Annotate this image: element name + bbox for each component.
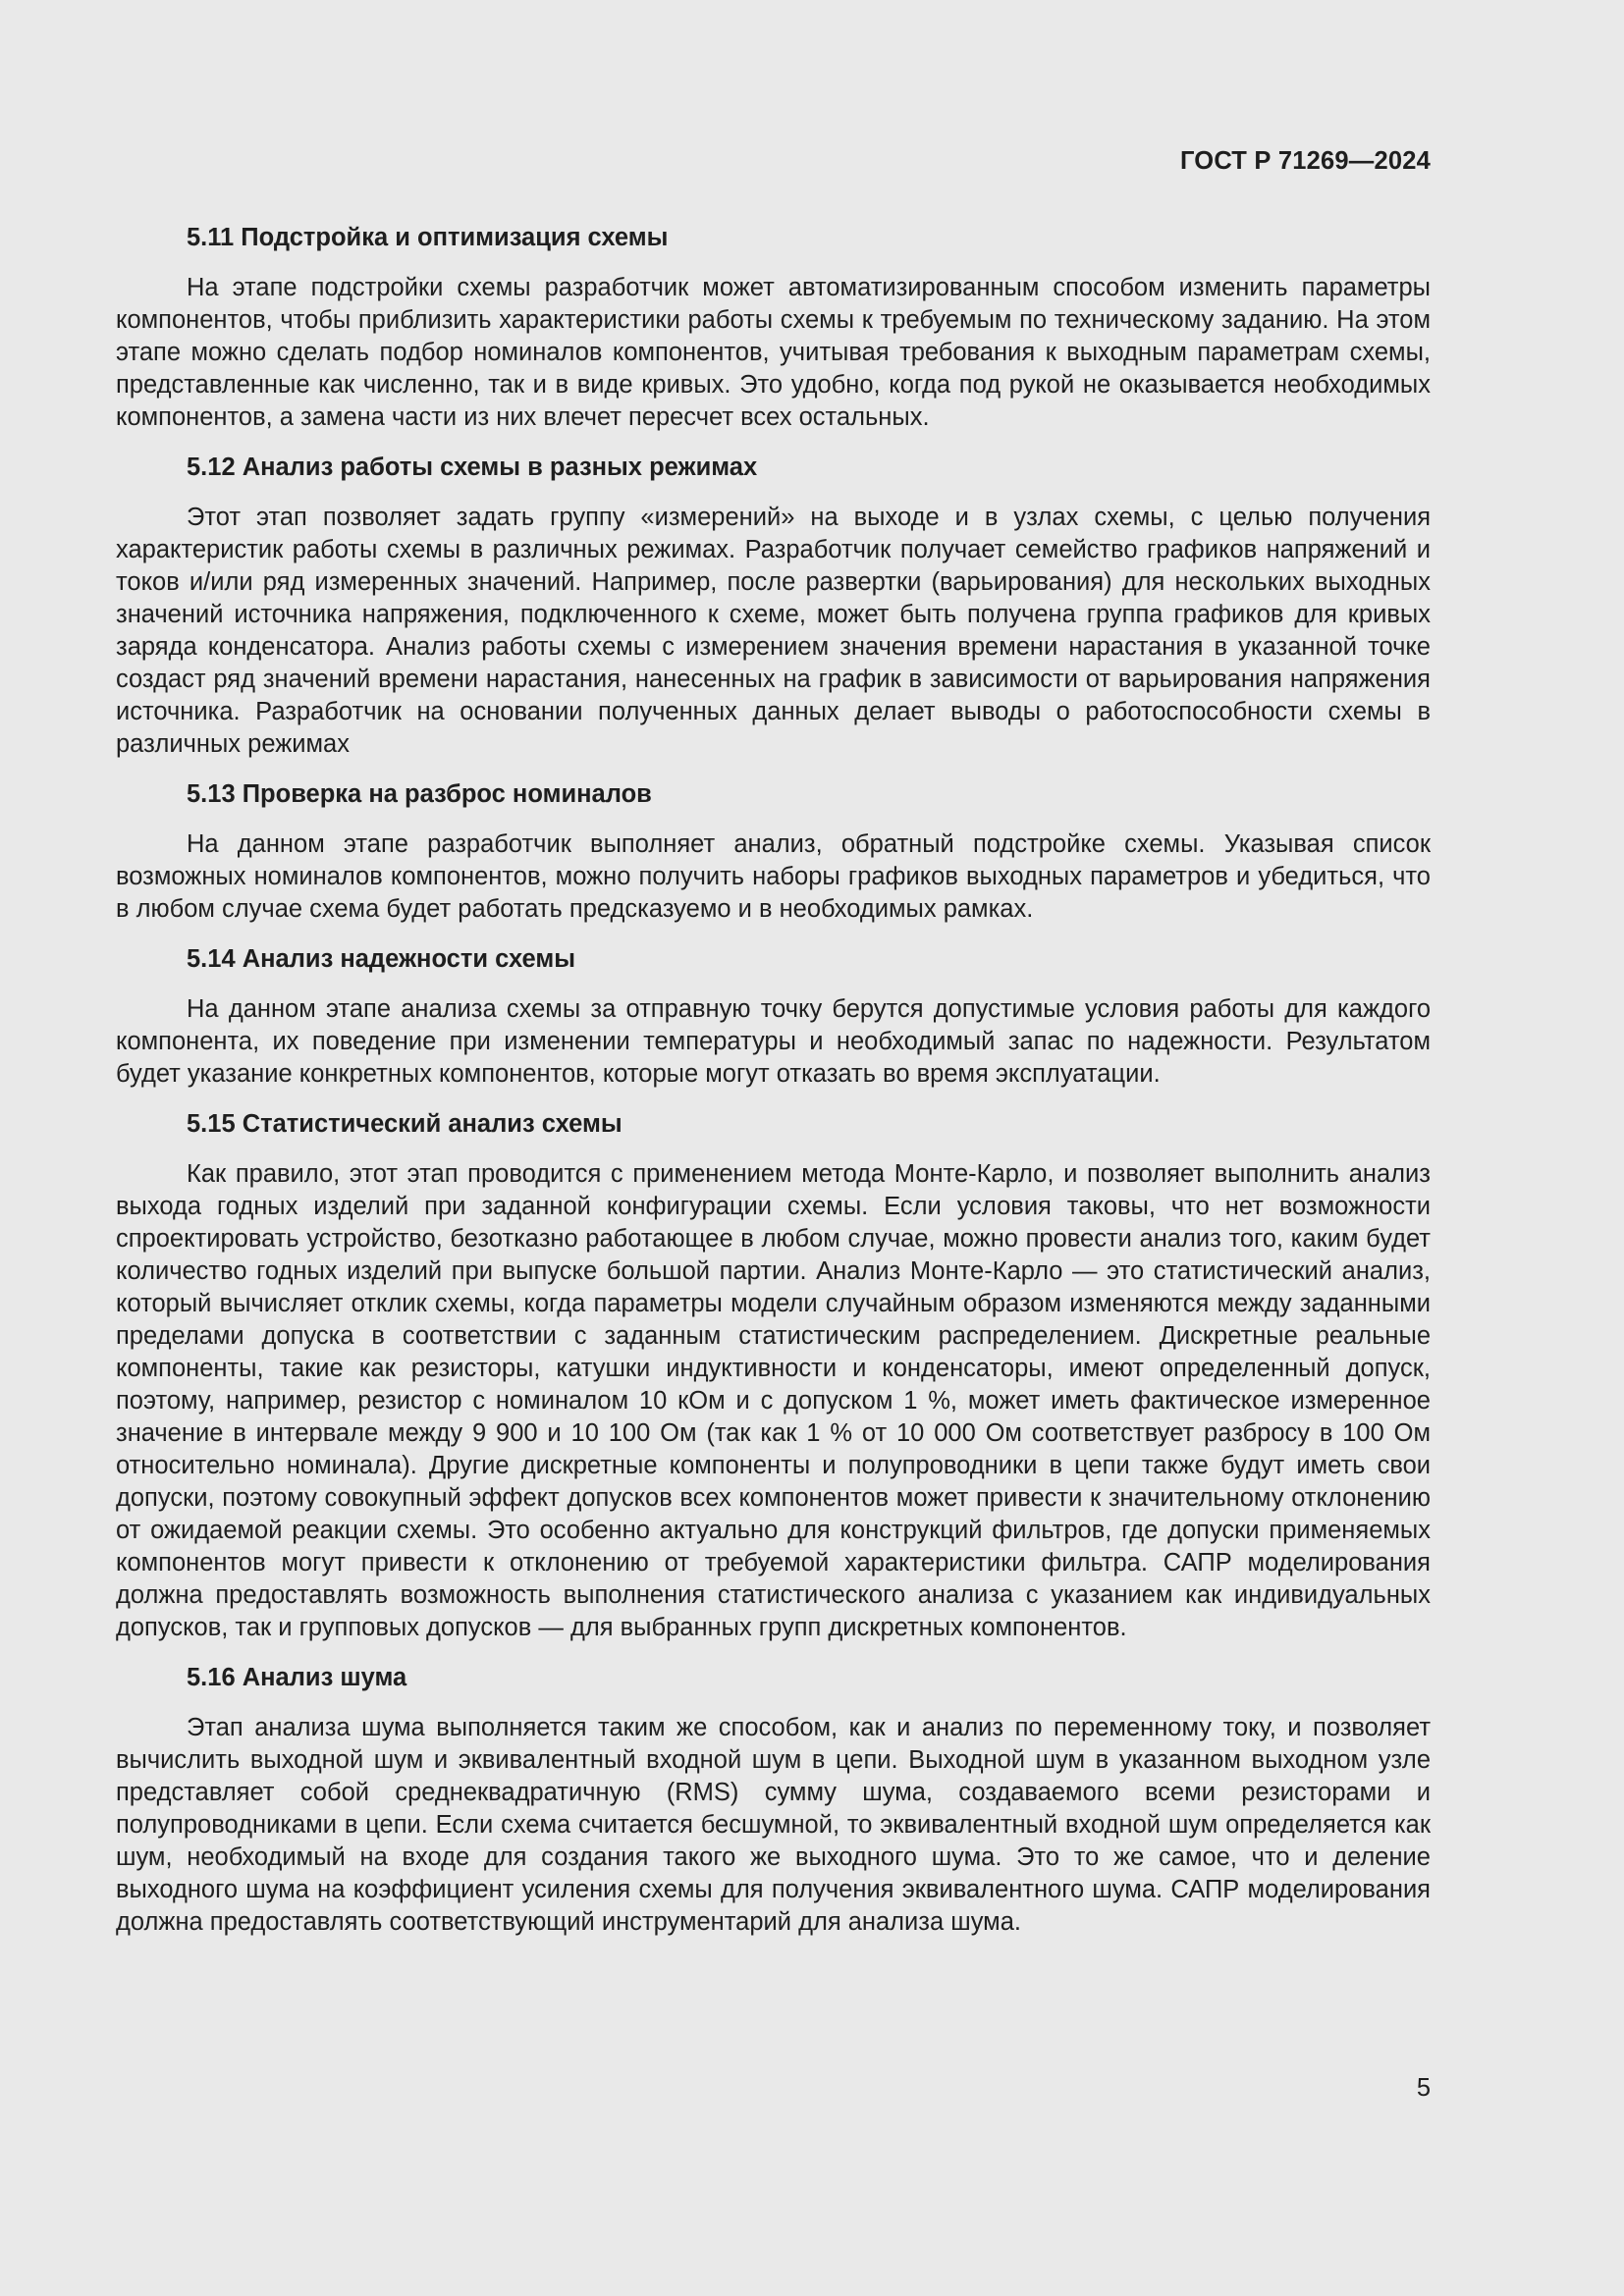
section-paragraph: На данном этапе разработчик выполняет анализ, обратный подстройке схемы. Указывая список возможных номиналов компонентов, можно получить наборы графиков выходных параметров и убедиться, что в любом случае схема будет работать предсказуемо и в необходимых рамках. — [116, 830, 1431, 923]
section-paragraph: Как правило, этот этап проводится с применением метода Монте-Карло, и позволяет выполнить анализ выхода годных изделий при заданной конфигурации схемы. Если условия таковы, что нет возможности спроектировать устройство, безотказно работающее в любом случае, можно провести анализ того, каким будет количество годных изделий при выпуске большой партии. Анализ Монте-Карло — это статистический анализ, который вычисляет отклик схемы, когда параметры модели случайным образом изменяются между заданными пределами допуска в соответствии с заданным статистическим распределением. Дискретные реальные компоненты, такие как резисторы, катушки индуктивности и конденсаторы, имеют определенный допуск, поэтому, например, резистор с номиналом 10 кОм и с допуском 1 %, может иметь фактическое измеренное значение в интервале между 9 900 и 10 100 Ом (так как 1 % от 10 000 Ом соответствует разбросу в 100 Ом относительно номинала). Другие дискретные компоненты и полупроводники в цепи также будут иметь свои допуски, поэтому совокупный эффект допусков всех компонентов может привести к значительному отклонению от ожидаемой реакции схемы. Это особенно актуально для конструкций фильтров, где допуски применяемых компонентов могут привести к отклонению от требуемой характеристики фильтра. САПР моделирования должна предоставлять возможность выполнения статистического анализа с указанием как индивидуальных допусков, так и групповых допусков — для выбранных групп дискретных компонентов. — [116, 1160, 1431, 1641]
section-heading: 5.15 Статистический анализ схемы — [187, 1110, 623, 1138]
section-5-15 — [116, 1108, 1431, 1644]
section-heading: 5.12 Анализ работы схемы в разных режимах — [187, 454, 758, 481]
section-heading: 5.11 Подстройка и оптимизация схемы — [187, 224, 669, 251]
section-paragraph: На этапе подстройки схемы разработчик может автоматизированным способом изменить параметры компонентов, чтобы приблизить характеристики работы схемы к требуемым по техническому заданию. На этом этапе можно сделать подбор номиналов компонентов, учитывая требования к выходным параметрам схемы, представленные как численно, так и в виде кривых. Это удобно, когда под рукой не оказывается необходимых компонентов, а замена части из них влечет пересчет всех остальных. — [116, 274, 1431, 431]
page-number: 5 — [1416, 2074, 1431, 2102]
section-5-13 — [116, 778, 1431, 926]
section-paragraph: На данном этапе анализа схемы за отправную точку берутся допустимые условия работы для каждого компонента, их поведение при изменении температуры и необходимый запас по надежности. Результатом будет указание конкретных компонентов, которые могут отказать во время эксплуатации. — [116, 995, 1431, 1088]
section-heading: 5.14 Анализ надежности схемы — [187, 945, 575, 973]
section-heading: 5.13 Проверка на разброс номиналов — [187, 780, 652, 808]
section-heading: 5.16 Анализ шума — [187, 1664, 407, 1691]
section-5-16 — [116, 1662, 1431, 1939]
section-5-11 — [116, 222, 1431, 434]
standard-header: ГОСТ Р 71269—2024 — [1179, 147, 1431, 175]
section-5-12 — [116, 452, 1431, 761]
document-content — [116, 222, 1431, 1956]
section-5-14 — [116, 943, 1431, 1091]
section-paragraph: Этот этап позволяет задать группу «измерений» на выходе и в узлах схемы, с целью получения характеристик работы схемы в различных режимах. Разработчик получает семейство графиков напряжений и токов и/или ряд измеренных значений. Например, после развертки (варьирования) для нескольких выходных значений источника напряжения, подключенного к схеме, может быть получена группа графиков для кривых заряда конденсатора. Анализ работы схемы с измерением значения времени нарастания в указанной точке создаст ряд значений времени нарастания, нанесенных на график в зависимости от варьирования напряжения источника. Разработчик на основании полученных данных делает выводы о работоспособности схемы в различных режимах — [116, 504, 1431, 758]
section-paragraph: Этап анализа шума выполняется таким же способом, как и анализ по переменному току, и позволяет вычислить выходной шум и эквивалентный входной шум в цепи. Выходной шум в указанном выходном узле представляет собой среднеквадратичную (RMS) сумму шума, создаваемого всеми резисторами и полупроводниками в цепи. Если схема считается бесшумной, то эквивалентный входной шум определяется как шум, необходимый на входе для создания такого же выходного шума. Это то же самое, что и деление выходного шума на коэффициент усиления схемы для получения эквивалентного шума. САПР моделирования должна предоставлять соответствующий инструментарий для анализа шума. — [116, 1714, 1431, 1936]
